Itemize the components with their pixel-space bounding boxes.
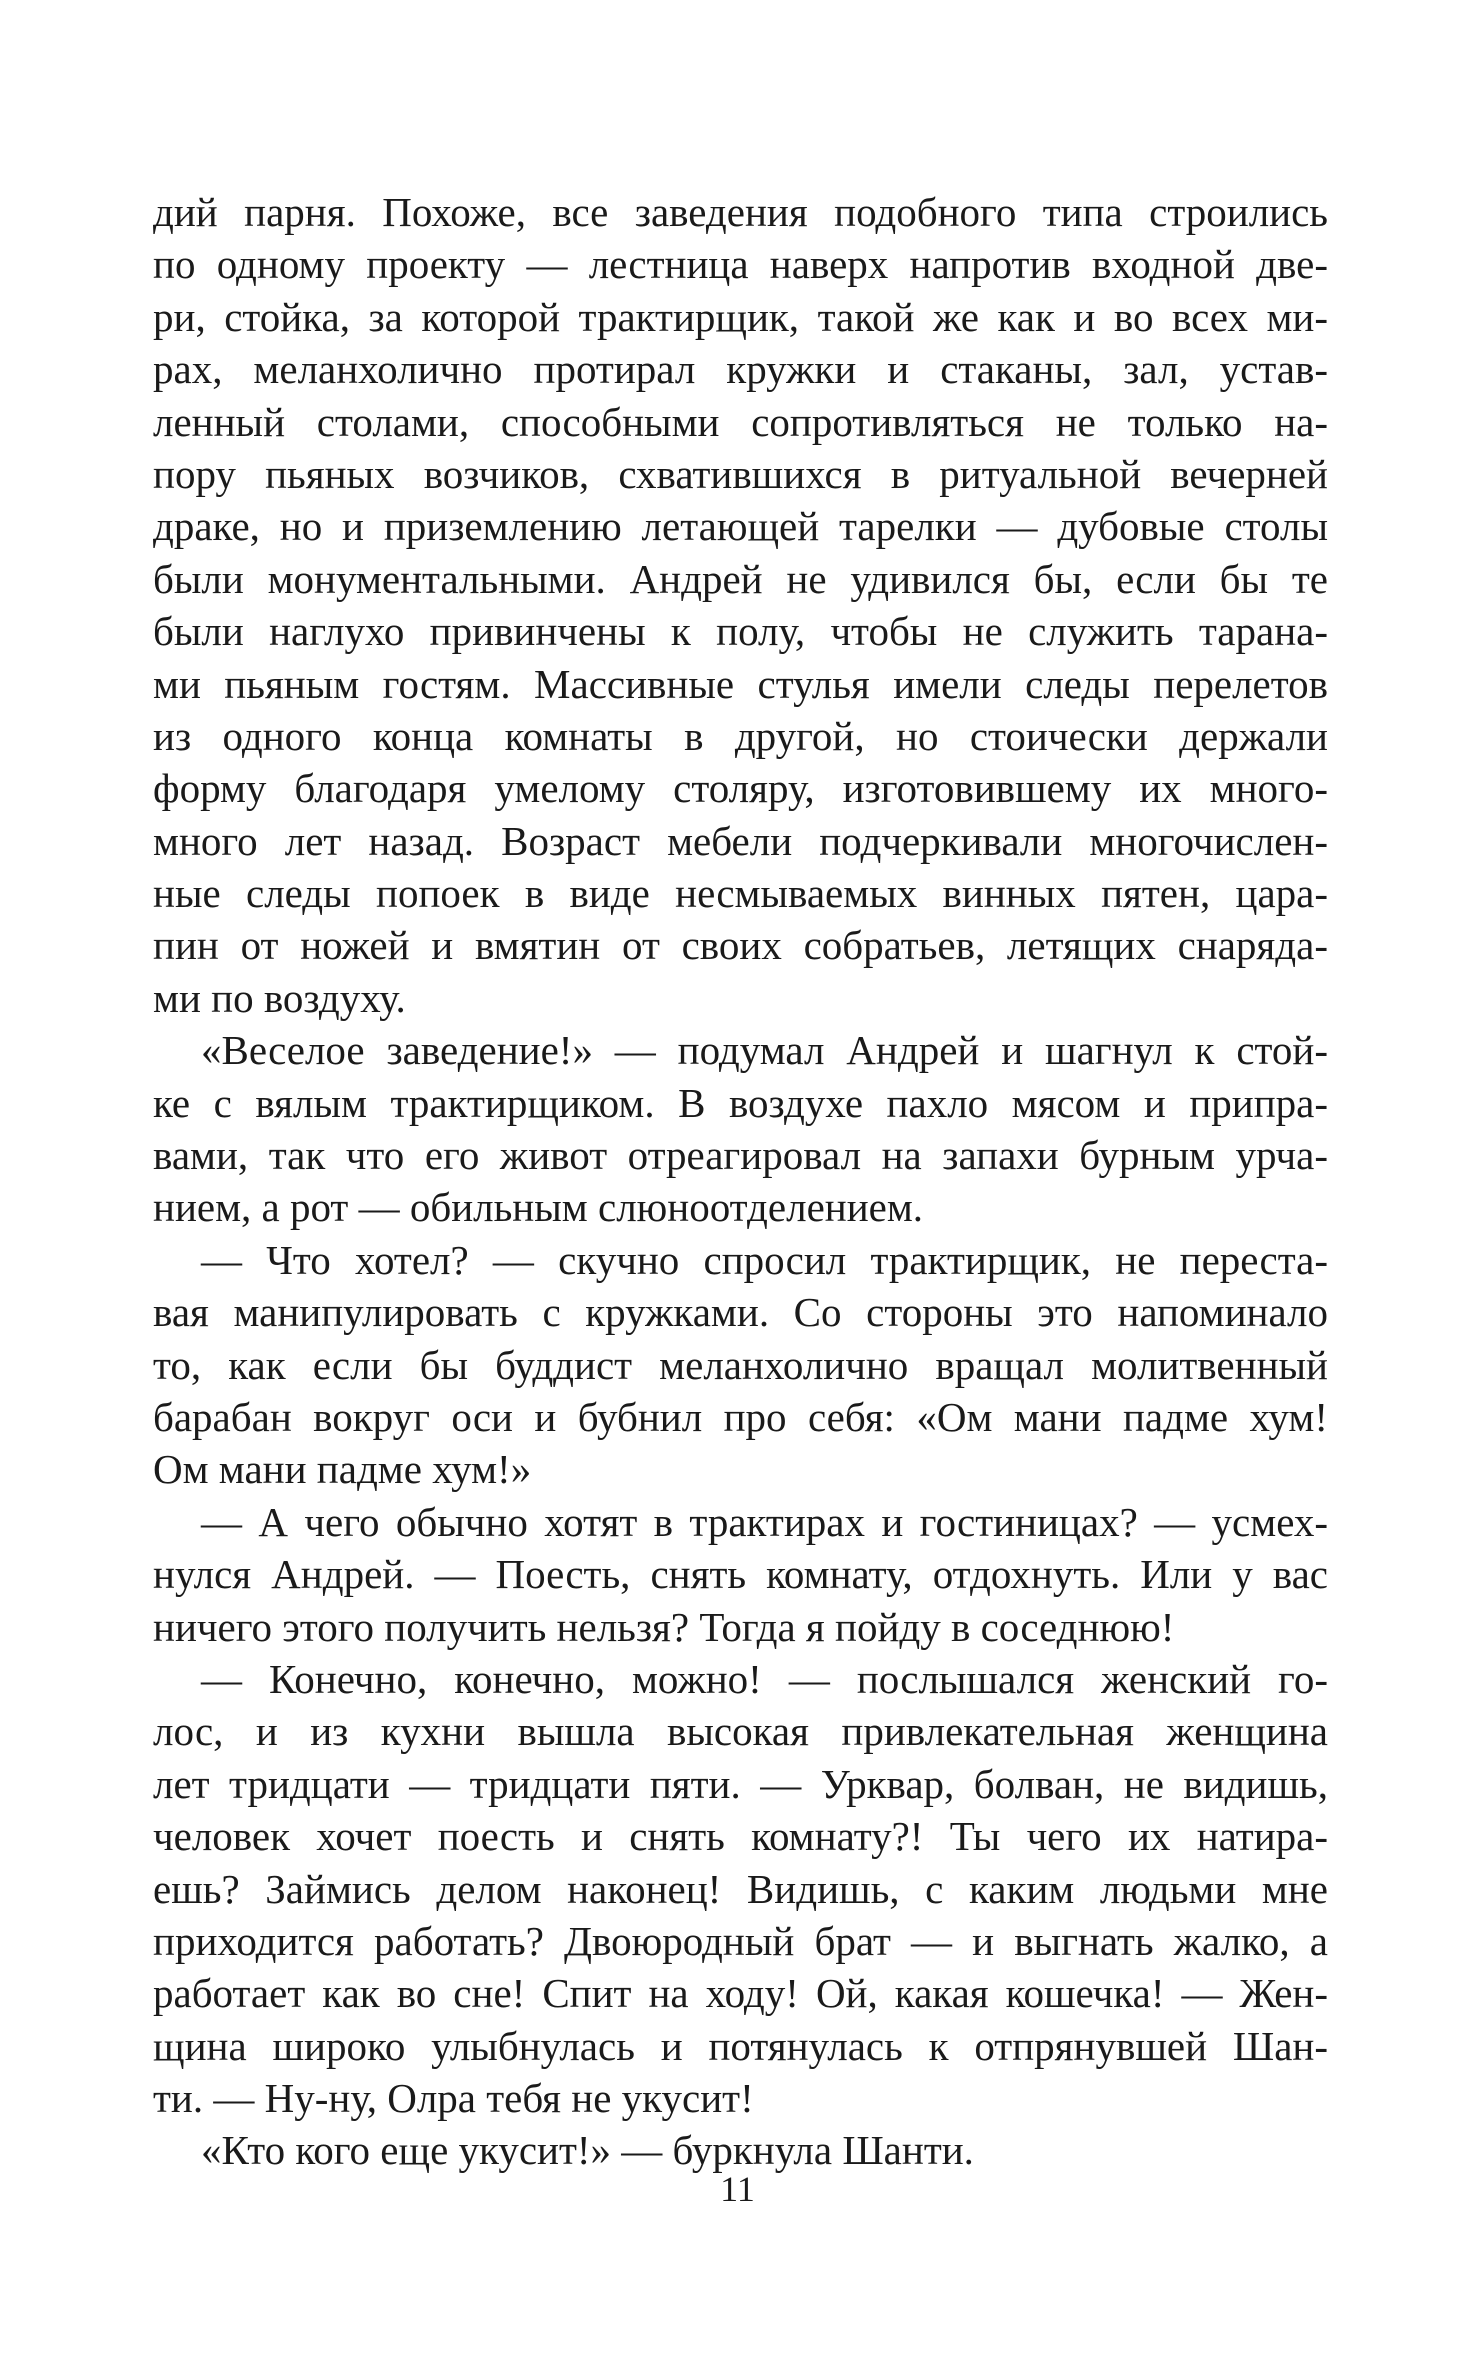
text-line: ри, стойка, за которой трактирщик, такой же как и во всех ми- — [153, 293, 1328, 340]
text-line: «Кто кого еще укусит!» — буркнула Шанти. — [201, 2127, 974, 2174]
text-line: щина широко улыбнулась и потянулась к отпрянувшей Шан- — [153, 2022, 1328, 2069]
text-line: драке, но и приземлению летающей тарелки — дубовые столы — [153, 503, 1328, 550]
text-line: ми пьяным гостям. Массивные стулья имели следы перелетов — [153, 660, 1328, 707]
text-line: то, как если бы буддист меланхолично вращал молитвенный — [153, 1341, 1328, 1388]
text-line: из одного конца комнаты в другой, но стоически держали — [153, 712, 1328, 759]
text-line: ные следы попоек в виде несмываемых винных пятен, цара- — [153, 870, 1328, 917]
text-line: много лет назад. Возраст мебели подчеркивали многочислен- — [153, 817, 1328, 864]
text-line: лет тридцати — тридцати пяти. — Урквар, болван, не видишь, — [153, 1760, 1328, 1807]
text-line: ничего этого получить нельзя? Тогда я пойду в соседнюю! — [153, 1603, 1175, 1650]
text-line: вая манипулировать с кружками. Со стороны это напоминало — [153, 1289, 1328, 1336]
text-line: — Что хотел? — скучно спросил трактирщик, не переста- — [201, 1236, 1328, 1283]
text-line: ти. — Ну-ну, Олра тебя не укусит! — [153, 2075, 754, 2122]
text-line: ми по воздуху. — [153, 974, 406, 1021]
page-number: 11 — [720, 2169, 755, 2209]
text-line: вами, так что его живот отреагировал на запахи бурным урча- — [153, 1132, 1328, 1179]
text-line: нием, а рот — обильным слюноотделением. — [153, 1184, 924, 1231]
text-line: рах, меланхолично протирал кружки и стаканы, зал, устав- — [153, 346, 1328, 393]
text-line: дий парня. Похоже, все заведения подобного типа строились — [153, 189, 1328, 235]
text-line: ке с вялым трактирщиком. В воздухе пахло мясом и припра- — [153, 1079, 1328, 1126]
text-line: ленный столами, способными сопротивляться не только на- — [153, 398, 1328, 445]
text-line: — А чего обычно хотят в трактирах и гостиницах? — усмех- — [201, 1498, 1328, 1545]
text-line: пору пьяных возчиков, схватившихся в ритуальной вечерней — [153, 450, 1328, 497]
text-line: пин от ножей и вмятин от своих собратьев, летящих снаряда- — [153, 922, 1328, 969]
text-line: работает как во сне! Спит на ходу! Ой, какая кошечка! — Жен- — [153, 1970, 1328, 2017]
text-line: приходится работать? Двоюродный брат — и выгнать жалко, а — [153, 1917, 1328, 1964]
text-line: лос, и из кухни вышла высокая привлекательная женщина — [153, 1708, 1328, 1755]
body-text — [153, 186, 1328, 2177]
text-line: по одному проекту — лестница наверх напротив входной две- — [153, 241, 1328, 288]
text-line: — Конечно, конечно, можно! — послышался женский го- — [201, 1655, 1328, 1702]
text-line: «Веселое заведение!» — подумал Андрей и шагнул к стой- — [201, 1027, 1328, 1074]
text-line: барабан вокруг оси и бубнил про себя: «Ом мани падме хум! — [153, 1393, 1328, 1440]
text-line: Ом мани падме хум!» — [153, 1446, 532, 1493]
text-line: были монументальными. Андрей не удивился бы, если бы те — [153, 555, 1328, 602]
text-line: форму благодаря умелому столяру, изготовившему их много- — [153, 765, 1328, 812]
text-line: были наглухо привинчены к полу, чтобы не служить тарана- — [153, 608, 1328, 655]
text-line: ешь? Займись делом наконец! Видишь, с каким людьми мне — [153, 1865, 1328, 1912]
text-line: человек хочет поесть и снять комнату?! Ты чего их натира- — [153, 1813, 1328, 1860]
text-line: нулся Андрей. — Поесть, снять комнату, отдохнуть. Или у вас — [153, 1551, 1328, 1598]
